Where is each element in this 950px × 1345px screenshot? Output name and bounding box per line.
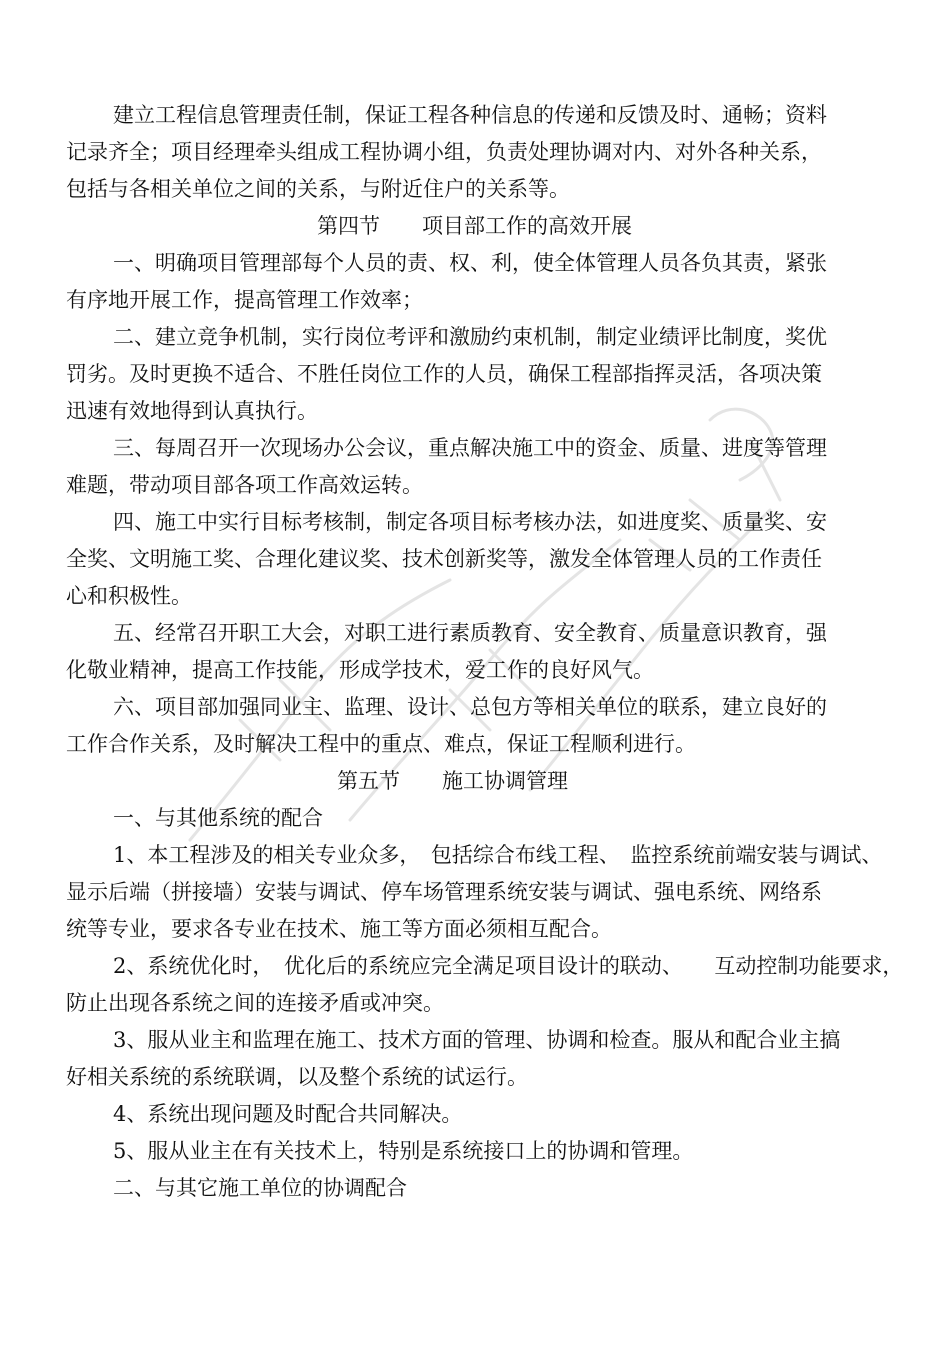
point-2-line-2: 防止出现各系统之间的连接矛盾或冲突。 [66,991,444,1015]
point-4: 4、系统出现问题及时配合共同解决。 [113,1102,463,1126]
item-2-line-3: 迅速有效地得到认真执行。 [66,399,318,423]
item-6-line-1: 六、项目部加强同业主、监理、设计、总包方等相关单位的联系，建立良好的 [113,695,827,719]
point-2-line-1: 2、系统优化时， 优化后的系统应完全满足项目设计的联动、 互动控制功能要求， [113,954,904,978]
point-1-line-2: 显示后端（拼接墙）安装与调试、停车场管理系统安装与调试、强电系统、网络系 [66,880,822,904]
item-5-line-2: 化敬业精神，提高工作技能，形成学技术，爱工作的良好风气。 [66,658,654,682]
item-3-line-1: 三、每周召开一次现场办公会议，重点解决施工中的资金、质量、进度等管理 [113,436,827,460]
item-6-line-2: 工作合作关系，及时解决工程中的重点、难点，保证工程顺利进行。 [66,732,696,756]
item-4-line-2: 全奖、文明施工奖、合理化建议奖、技术创新奖等，激发全体管理人员的工作责任 [66,547,822,571]
item-4-line-1: 四、施工中实行目标考核制，制定各项目标考核办法，如进度奖、质量奖、安 [113,510,827,534]
item-2-line-2: 罚劣。及时更换不适合、不胜任岗位工作的人员，确保工程部指挥灵活，各项决策 [66,362,822,386]
subheading-1: 一、与其他系统的配合 [113,806,323,830]
subheading-2: 二、与其它施工单位的协调配合 [113,1176,407,1200]
para-1-line-3: 包括与各相关单位之间的关系，与附近住户的关系等。 [66,177,570,201]
point-1-line-1: 1、本工程涉及的相关专业众多， 包括综合布线工程、 监控系统前端安装与调试、 [113,843,883,867]
para-1-line-1: 建立工程信息管理责任制，保证工程各种信息的传递和反馈及时、通畅；资料 [113,103,827,127]
item-3-line-2: 难题，带动项目部各项工作高效运转。 [66,473,423,497]
section-heading-4: 第四节 项目部工作的高效开展 [317,214,632,238]
item-5-line-1: 五、经常召开职工大会，对职工进行素质教育、安全教育、质量意识教育，强 [113,621,827,645]
point-3-line-1: 3、服从业主和监理在施工、技术方面的管理、协调和检查。服从和配合业主搞 [113,1028,841,1052]
item-2-line-1: 二、建立竞争机制，实行岗位考评和激励约束机制，制定业绩评比制度，奖优 [113,325,827,349]
point-5: 5、服从业主在有关技术上，特别是系统接口上的协调和管理。 [113,1139,694,1163]
point-1-line-3: 统等专业，要求各专业在技术、施工等方面必须相互配合。 [66,917,612,941]
para-1-line-2: 记录齐全；项目经理牵头组成工程协调小组，负责处理协调对内、对外各种关系， [66,140,822,164]
point-3-line-2: 好相关系统的系统联调，以及整个系统的试运行。 [66,1065,528,1089]
item-1-line-1: 一、明确项目管理部每个人员的责、权、利，使全体管理人员各负其责，紧张 [113,251,827,275]
item-4-line-3: 心和积极性。 [66,584,192,608]
section-heading-5: 第五节 施工协调管理 [337,769,568,793]
item-1-line-2: 有序地开展工作，提高管理工作效率； [66,288,423,312]
